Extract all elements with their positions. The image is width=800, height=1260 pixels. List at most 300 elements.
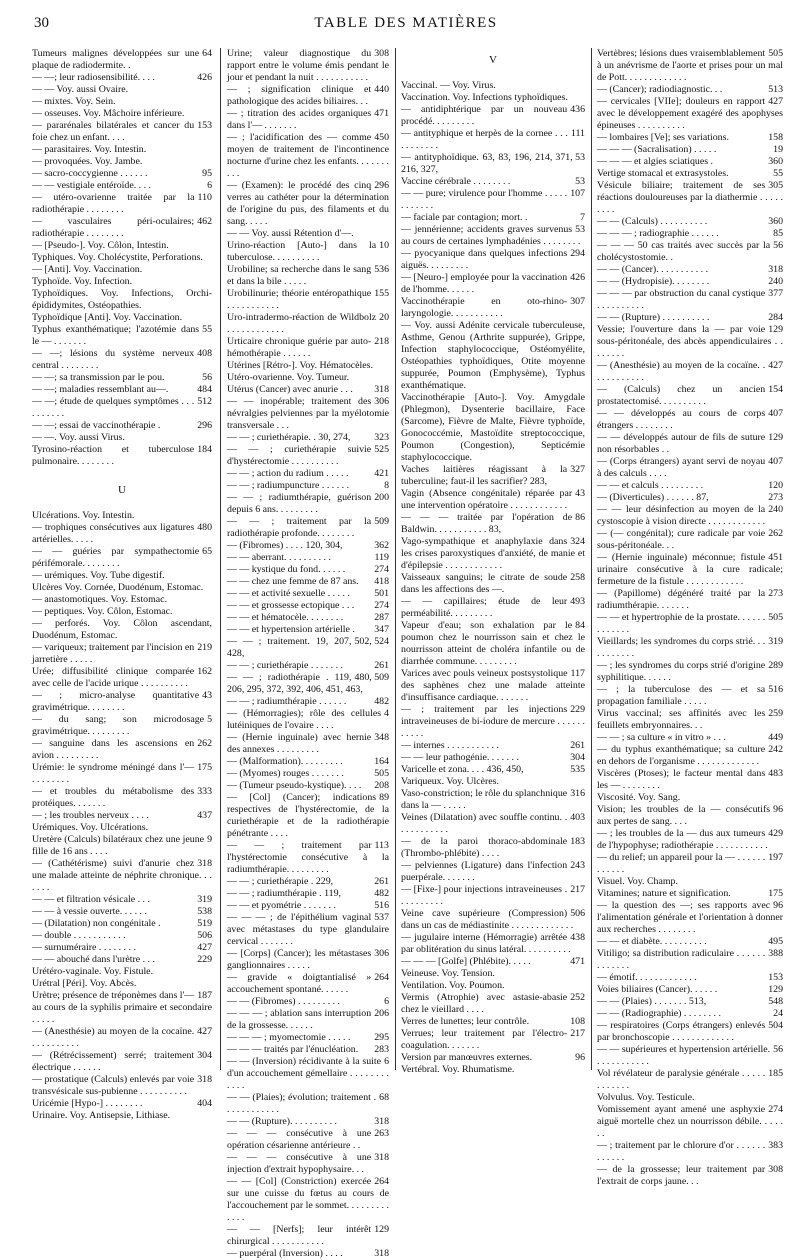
index-entry (401, 788, 585, 812)
index-entry (401, 512, 585, 536)
index-entry (401, 620, 585, 668)
entry-text: Vago-sympathique et anaphylaxie dans les crises paroxystiques d'anxiété, de manie et d'épilepsie . . . . . . . . . . . . (401, 536, 585, 571)
entry-page-ref: 110 (197, 192, 212, 203)
entry-page-ref: 107 (570, 188, 585, 199)
entry-text: — émotif. . . . . . . . . . . . . (597, 972, 697, 983)
index-entry (227, 756, 389, 768)
entry-text: — — — et algies sciatiques . (597, 156, 714, 167)
entry-text: — (Hémorragies); rôle des cellules lutéiniques de l'ovaire . . . . (227, 708, 382, 731)
entry-text: — — développés au cours de corps étrangers . . . . . . . . (597, 408, 766, 431)
index-entry (32, 372, 212, 384)
entry-text: Virus vaccinal; ses affinités avec les feuillets embryonnaires. . . (597, 708, 766, 731)
entry-text: Voies biliaires (Cancer). . . . . . (597, 984, 718, 995)
entry-text: — — Voy. aussi Rétention d'—. (227, 228, 354, 239)
entry-page-ref: 403 (570, 812, 585, 823)
entry-text: — (Tumeur pseudo-kystique). . . . (227, 780, 362, 791)
entry-page-ref: 548 (768, 996, 783, 1007)
index-entry (597, 612, 783, 636)
index-entry (227, 672, 389, 696)
index-entry (401, 572, 585, 596)
index-entry (597, 972, 783, 984)
entry-text: — — inopérable; traitement des névralgies pelviennes par la myélotomie transversale . . . (227, 396, 389, 431)
index-entry (227, 660, 389, 672)
index-entry (227, 780, 389, 792)
entry-text: Urobiline; sa recherche dans le sang et dans la bile . . . . . (227, 264, 372, 287)
index-entry (32, 432, 212, 444)
entry-page-ref: 20 (379, 312, 389, 323)
index-entry (32, 510, 212, 522)
index-entry (227, 132, 389, 180)
entry-page-ref: 371, 53 (555, 152, 585, 163)
entry-text: — (Hernie inguinale) méconnue; fistule urinaire consécutive à la cure radicale; fermeture de la fistule . . . . . . . . . . . . (597, 552, 783, 587)
entry-page-ref: 113 (374, 840, 389, 851)
entry-text: — (Corps étrangers) ayant servi de noyau à des calculs . . . . (597, 456, 766, 479)
entry-text: — —; leur radiosensibilité. . . . (32, 72, 155, 83)
entry-text: Version par manœuvres externes. (401, 1052, 533, 1063)
index-entry (597, 96, 783, 132)
entry-text: — ; la tuberculose des — et sa propagation familiale . . . . . (597, 684, 766, 707)
entry-page-ref: 318 (197, 858, 212, 869)
entry-page-ref: 56 (773, 240, 783, 251)
entry-page-ref: 261 (374, 876, 389, 887)
index-entry (227, 768, 389, 780)
entry-text: — — (Rupture) . . . . . . . . . . (597, 312, 710, 323)
index-entry (597, 276, 783, 288)
entry-page-ref: 462 (197, 216, 212, 227)
entry-text: — ; les syndromes du corps strié d'origine syphilitique. . . . . . (597, 660, 766, 683)
index-entry (401, 488, 585, 512)
entry-text: Veines (Dilatation) avec souffle continu. . . . . . . . . . . . (401, 812, 568, 835)
entry-text: — sacro-coccygienne . . . . . . (32, 168, 148, 179)
index-entry (597, 1140, 783, 1164)
entry-page-ref: 319 (197, 894, 212, 905)
entry-text: — perforés. Voy. Côlon ascendant, Duodénum, Estomac. (32, 618, 212, 641)
entry-page-ref: 480 (197, 522, 212, 533)
entry-text: — — (Hydropisie). . . . . . . . (597, 276, 710, 287)
index-entry (597, 324, 783, 360)
index-entry (597, 948, 783, 972)
index-entry (597, 552, 783, 588)
entry-text: — — capillaires; étude de leur perméabilité. . . . . . . . . (401, 596, 568, 619)
entry-text: — (Rétrécissement) serré; traitement électrique . . . . . . (32, 1050, 195, 1073)
index-entry (597, 480, 783, 492)
entry-text: — — (Cancer). . . . . . . . . . . (597, 264, 709, 275)
index-entry (227, 372, 389, 384)
entry-text: — —. Voy. aussi Virus. (32, 432, 125, 443)
entry-text: Vessie; l'ouverture dans la — par voie sous-péritonéale, des abcès appendiculaires . . . . . . . . (597, 324, 783, 359)
entry-text: — cervicales [VIIe]; douleurs en rapport avec le développement exagéré des apophyses épineuses . . . . . . . . . . (597, 96, 783, 131)
index-entry (32, 762, 212, 786)
index-entry (227, 468, 389, 480)
entry-page-ref: 360 (768, 156, 783, 167)
entry-page-ref: 117 (570, 668, 585, 679)
entry-text: — — chez une femme de 87 ans. (227, 576, 359, 587)
entry-text: Verrues; leur traitement par l'électro-coagulation. . . . . . . (401, 1028, 568, 1051)
index-entry (32, 348, 212, 372)
entry-text: — du sang; son microdosage gravimétrique. . . . . . . . . (32, 714, 205, 737)
entry-page-ref: 261 (570, 740, 585, 751)
entry-page-ref: 85 (773, 228, 783, 239)
entry-page-ref: 304 (197, 1050, 212, 1061)
index-entry (32, 522, 212, 546)
entry-page-ref: 316 (570, 788, 585, 799)
page-number: 30 (34, 15, 49, 31)
entry-page-ref: 471 (570, 956, 585, 967)
entry-text: — — et hématocèle. . . . . . . . (227, 612, 344, 623)
index-entry (597, 456, 783, 480)
entry-page-ref: 318 (374, 384, 389, 395)
entry-text: Urine; valeur diagnostique du rapport entre le volume émis pendant le jour et pendant la nuit . . . . . . . . . . . (227, 48, 389, 83)
index-entry (32, 1110, 212, 1122)
entry-text: — — supérieures et hypertension artérielle. . . . . . . . . . . . (597, 1044, 771, 1067)
index-entry (227, 360, 389, 372)
index-entry (597, 804, 783, 828)
entry-page-ref: 187 (197, 990, 212, 1001)
index-entry (32, 1050, 212, 1074)
index-entry (597, 636, 783, 660)
entry-page-ref: 217 (570, 1028, 585, 1039)
entry-page-ref: 287 (374, 612, 389, 623)
entry-text: — pelviennes (Ligature) dans l'infection puerpérale. . . . . . . (401, 860, 568, 883)
entry-page-ref: 482 (374, 696, 389, 707)
index-entry (597, 1092, 783, 1104)
index-entry (401, 128, 585, 152)
index-entry (32, 666, 212, 690)
index-entry (401, 776, 585, 788)
index-entry (227, 792, 389, 840)
entry-text: — — leur désinfection au moyen de la cystoscopie à vision directe . . . . . . . . . . . . (597, 504, 766, 527)
entry-page-ref: 258 (570, 572, 585, 583)
index-entry (32, 96, 212, 108)
entry-page-ref: 4 (384, 708, 389, 719)
index-entry (401, 152, 585, 176)
index-entry (597, 216, 783, 228)
index-entry (32, 312, 212, 324)
entry-text: — antidiphtérique par un nouveau procédé. . . . . . . . . (401, 104, 568, 127)
entry-text: Varicelle et zona. . . . 436, 450, (401, 764, 524, 775)
index-entry (32, 942, 212, 954)
index-entry (32, 1026, 212, 1050)
index-entry (597, 768, 783, 792)
entry-text: — — ; radiumthérapie . . . . . . (227, 696, 347, 707)
index-entry (597, 1020, 783, 1044)
entry-text: — — — ; radiographie . . . . . . (597, 228, 719, 239)
entry-text: Tumeurs malignes développées sur une plaque de radiodermite. . (32, 48, 200, 71)
entry-text: — — ; sa culture « in vitro » . . . (597, 732, 726, 743)
index-entry (32, 618, 212, 642)
entry-page-ref: 242 (768, 744, 783, 755)
entry-page-ref: 129 (768, 324, 783, 335)
entry-text: — parasitaires. Voy. Intestin. (32, 144, 147, 155)
index-entry (32, 444, 212, 468)
index-entry (597, 708, 783, 732)
index-entry (597, 528, 783, 552)
index-entry (227, 696, 389, 708)
entry-page-ref: 86 (575, 512, 585, 523)
index-entry (227, 600, 389, 612)
entry-text: — ; traitement par les injections intraveineuses de bi-iodure de mercure . . . . . . . . . . . (401, 704, 585, 739)
index-entry (32, 738, 212, 762)
entry-page-ref: 108 (570, 1016, 585, 1027)
index-entry (597, 876, 783, 888)
index-entry (597, 660, 783, 684)
entry-page-ref: 407 (768, 408, 783, 419)
entry-text: — peptiques. Voy. Côlon, Estomac. (32, 606, 173, 617)
entry-text: Tyrosino-réaction et tuberculose pulmonaire. . . . . . . . (32, 444, 195, 467)
entry-text: Vaccinothérapie [Auto-]. Voy. Amygdale (Phlegmon), Dysenterie bacillaire, Face (Sarcome), Fièvre de Malte, Fièvre typhoïde, Gonococcémie, Mastoïdite streptococcique, Poumon (Congestion), Septicémie staphylococcique. (401, 392, 585, 463)
entry-page-ref: 450 (374, 132, 389, 143)
entry-page-ref: 427 (197, 942, 212, 953)
entry-page-ref: 9 (207, 834, 212, 845)
index-entry (32, 1098, 212, 1110)
index-entry (401, 188, 585, 212)
entry-page-ref: 274 (768, 1104, 783, 1115)
index-entry (597, 744, 783, 768)
page-title: TABLE DES MATIÈRES (314, 15, 498, 31)
index-entry (597, 312, 783, 324)
entry-text: — pararénales bilatérales et cancer du foie chez un enfant. . . . (32, 120, 195, 143)
entry-text: — Voy. aussi Adénite cervicale tuberculeuse, Asthme, Genou (Arthrite suppurée), Grippe, Infection staphylococcique, Ostéomyélite, Ostéopathies typhoïdiques, Otite moyenne suppurée, Poumon (Emphysème), Typhus exanthématique. (401, 320, 585, 391)
entry-page-ref: 480, 509 (354, 672, 389, 683)
index-entry (32, 168, 212, 180)
entry-text: — —; lésions du système nerveux central . . . . . . . . (32, 348, 195, 371)
entry-page-ref: 185 (768, 1068, 783, 1079)
entry-page-ref: 318 (374, 1152, 389, 1163)
entry-page-ref: 95 (202, 168, 212, 179)
entry-page-ref: 436 (570, 104, 585, 115)
entry-page-ref: 438 (570, 932, 585, 943)
index-entry (227, 624, 389, 636)
index-entry (227, 876, 389, 888)
entry-text: — respiratoires (Corps étrangers) enlevés par bronchoscopie . . . . . . . . . . . . . (597, 1020, 766, 1043)
index-entry (227, 1176, 389, 1224)
entry-text: Veine cave supérieure (Compression) dans un cas de médiastinite . . . . . . . . . . . . . (401, 908, 574, 931)
entry-text: — ; traitement par le chlorure d'or . . . . . . . . . . . . (597, 1140, 766, 1163)
entry-text: Vaisseaux sanguins; le citrate de soude dans les affections des —. (401, 572, 568, 595)
index-entry (227, 336, 389, 360)
entry-text: Urémie: le syndrome méningé dans l'— . . . . . . . . (32, 762, 195, 785)
index-entry (597, 1164, 783, 1188)
entry-page-ref: 495 (768, 936, 783, 947)
entry-page-ref: 506 (197, 930, 212, 941)
index-entry (401, 1052, 585, 1064)
entry-text: — la question des —; ses rapports avec l'alimentation générale et l'orientation à donner aux recherches . . . . . . . . (597, 900, 783, 935)
entry-text: — — ; action du radium . . . . . (227, 468, 349, 479)
column-divider (395, 48, 396, 1070)
index-entry (597, 996, 783, 1008)
entry-text: Urémiques. Voy. Ulcérations. (32, 822, 149, 833)
index-entry (597, 288, 783, 312)
entry-text: — gravide « doigtantialisé » accouchement spontané. . . . . . (227, 972, 372, 995)
entry-page-ref: 218 (374, 336, 389, 347)
entry-page-ref: 261 (374, 660, 389, 671)
entry-text: — mixtes. Voy. Sein. (32, 96, 116, 107)
entry-text: Urino-réaction [Auto-] dans la tuberculose. . . . . . . . . . (227, 240, 377, 263)
index-column-1 (32, 48, 212, 1121)
index-entry (597, 360, 783, 384)
entry-page-ref: 6 (207, 180, 212, 191)
index-entry (401, 176, 585, 188)
entry-page-ref: 525 (374, 444, 389, 455)
index-entry (32, 918, 212, 930)
entry-text: Typhoïdiques. Voy. Infections, Orchi-épididymites, Ostéopathies. (32, 288, 212, 311)
entry-page-ref: 153 (197, 120, 212, 131)
entry-page-ref: 96 (773, 900, 783, 911)
entry-page-ref: 362 (374, 540, 389, 551)
index-entry (401, 80, 585, 92)
entry-text: — faciale par contagion; mort. . (401, 212, 528, 223)
entry-page-ref: 308 (374, 48, 389, 59)
index-entry (32, 954, 212, 966)
entry-page-ref: 318 (374, 1248, 389, 1259)
entry-page-ref: 308 (768, 1164, 783, 1175)
entry-page-ref: 53 (575, 176, 585, 187)
entry-text: — — et diabète. . . . . . . . . . (597, 936, 707, 947)
entry-page-ref: 512 (197, 396, 212, 407)
entry-page-ref: 427 (768, 96, 783, 107)
entry-text: Ventilation. Voy. Poumon. (401, 980, 505, 991)
entry-page-ref: 502, 524 (354, 636, 389, 647)
entry-text: — (Cathétérisme) suivi d'anurie chez une malade atteinte de néphrite chronique. . . . . . . (32, 858, 212, 893)
entry-text: — —; sa transmission par le pou. (32, 372, 165, 383)
index-entry (227, 552, 389, 564)
entry-text: — (Malformation). . . . . . . . . (227, 756, 343, 767)
entry-page-ref: 471 (374, 108, 389, 119)
entry-text: Typhiques. Voy. Cholécystite, Perforations. (32, 252, 203, 263)
section-letter: U (118, 484, 126, 496)
index-entry (32, 288, 212, 312)
index-entry (401, 932, 585, 956)
entry-page-ref: 155 (374, 288, 389, 299)
index-entry (32, 594, 212, 606)
index-entry (597, 684, 783, 708)
index-entry (597, 132, 783, 144)
index-entry (32, 714, 212, 738)
entry-page-ref: 65 (202, 546, 212, 557)
entry-text: — — vestigiale entéroïde. . . . (32, 180, 152, 191)
index-entry (597, 408, 783, 432)
entry-page-ref: 184 (197, 444, 212, 455)
entry-text: — (Hernie inguinale) avec hernie des annexes . . . . . . . . . (227, 732, 372, 755)
entry-page-ref: 6 (384, 1056, 389, 1067)
entry-page-ref: 5 (207, 714, 212, 725)
entry-text: — — ; traitement. 19, 207, 428, (227, 636, 352, 659)
entry-page-ref: 283 (374, 1044, 389, 1055)
index-entry (227, 228, 389, 240)
entry-text: — — pure; virulence pour l'homme . . . . . . . . . . . . (401, 188, 568, 211)
entry-text: Urticaire chronique guérie par auto-hémothérapie . . . . . . (227, 336, 372, 359)
entry-text: — (Dilatation) non congénitale . (32, 918, 161, 929)
index-entry (227, 1152, 389, 1176)
index-entry (401, 392, 585, 464)
index-entry (227, 1224, 389, 1248)
entry-text: — —; étude de quelques symptômes . . . . . . . . . . (32, 396, 195, 419)
entry-page-ref: 262 (768, 528, 783, 539)
entry-text: — — — ; myomectomie . . . . . (227, 1032, 351, 1043)
entry-text: Visuel. Voy. Champ. (597, 876, 678, 887)
index-entry (32, 180, 212, 192)
index-entry (227, 480, 389, 492)
index-entry (227, 1116, 389, 1128)
entry-page-ref: 348 (374, 732, 389, 743)
entry-page-ref: 219 (197, 642, 212, 653)
entry-text: Typhus exanthématique; l'azotémie dans le — . . . . . . . (32, 324, 200, 347)
entry-page-ref: 306 (374, 948, 389, 959)
entry-page-ref: 483 (768, 768, 783, 779)
entry-text: — — et pyométrie . . . . . . . (227, 900, 336, 911)
entry-text: — — abouché dans l'urètre . . . (32, 954, 155, 965)
entry-text: — — ; radiumthérapie . 119, (227, 888, 341, 899)
entry-text: — (Anesthésie) au moyen de la cocaïne. . . . . . . . . . . . (597, 360, 766, 383)
entry-page-ref: 8 (384, 480, 389, 491)
entry-page-ref: 24 (773, 1008, 783, 1019)
spacer (32, 468, 212, 478)
entry-page-ref: 418 (374, 576, 389, 587)
index-column-2 (227, 48, 389, 1259)
index-entry (227, 108, 389, 132)
index-entry (32, 546, 212, 570)
entry-text: — ; l'acidification des — comme moyen de traitement de l'incontinence nocturne d'urine chez les enfants. . . . . . . . . . (227, 132, 389, 179)
entry-text: — — ; curiethérapie. . 30, 274, (227, 432, 351, 443)
entry-page-ref: 516 (768, 684, 783, 695)
entry-page-ref: 296 (197, 420, 212, 431)
index-entry (597, 240, 783, 264)
entry-page-ref: 43 (575, 488, 585, 499)
index-entry (597, 156, 783, 168)
entry-page-ref: 19 (773, 144, 783, 155)
entry-text: Verres de lunettes; leur contrôle. (401, 1016, 530, 1027)
index-entry (32, 822, 212, 834)
index-entry (401, 956, 585, 968)
entry-page-ref: 120 (768, 480, 783, 491)
entry-text: — — — par obstruction du canal cystique . . . . . . . . . . (597, 288, 766, 311)
index-entry (32, 810, 212, 822)
index-entry (227, 708, 389, 732)
index-entry (597, 1068, 783, 1092)
entry-page-ref: 43 (202, 690, 212, 701)
entry-text: — (Diverticules) . . . . . . 87, (597, 492, 709, 503)
index-entry (227, 1044, 389, 1056)
index-entry (401, 764, 585, 776)
index-entry (32, 108, 212, 120)
index-entry (401, 980, 585, 992)
entry-page-ref: 333 (197, 786, 212, 797)
entry-page-ref: 154 (768, 384, 783, 395)
index-entry (227, 564, 389, 576)
index-entry (401, 596, 585, 620)
entry-text: — — à vessie ouverte. . . . . . (32, 906, 147, 917)
index-entry (227, 948, 389, 972)
entry-page-ref: 318 (197, 1074, 212, 1085)
entry-text: Viscosité. Voy. Sang. (597, 792, 681, 803)
entry-text: Vitiligo; sa distribution radiculaire . . . . . . . . . . . . . (597, 948, 766, 971)
entry-text: — — ; radiumthérapie, guérison depuis 6 ans. . . . . . . . . (227, 492, 372, 515)
entry-text: Vagin (Absence congénitale) réparée par une intervention opératoire . . . . . . . . . . . . (401, 488, 573, 511)
entry-page-ref: 426 (197, 72, 212, 83)
index-entry (401, 884, 585, 908)
index-entry (32, 690, 212, 714)
entry-text: — du typhus exanthématique; sa culture en dehors de l'organisme . . . . . . . . . . . . . (597, 744, 766, 767)
index-entry (227, 384, 389, 396)
entry-page-ref: 175 (197, 762, 212, 773)
entry-text: Vertèbres; lésions dues vraisemblablement à un anévrisme de l'aorte et prises pour un mal de Pott. . . . . . . . . . . . . (597, 48, 783, 83)
entry-page-ref: 304 (570, 752, 585, 763)
entry-text: Varices avec pouls veineux postsystolique des saphènes chez une malade atteinte d'insuffisance cardiaque. . . . . . . (401, 668, 585, 703)
index-entry (227, 84, 389, 108)
index-column-3 (401, 48, 585, 1075)
entry-text: — (Examen): le procédé des cinq verres au cathéter pour la détermination de l'origine du pus, des filaments et du sang. . . . . (227, 180, 389, 227)
entry-page-ref: 240 (768, 504, 783, 515)
